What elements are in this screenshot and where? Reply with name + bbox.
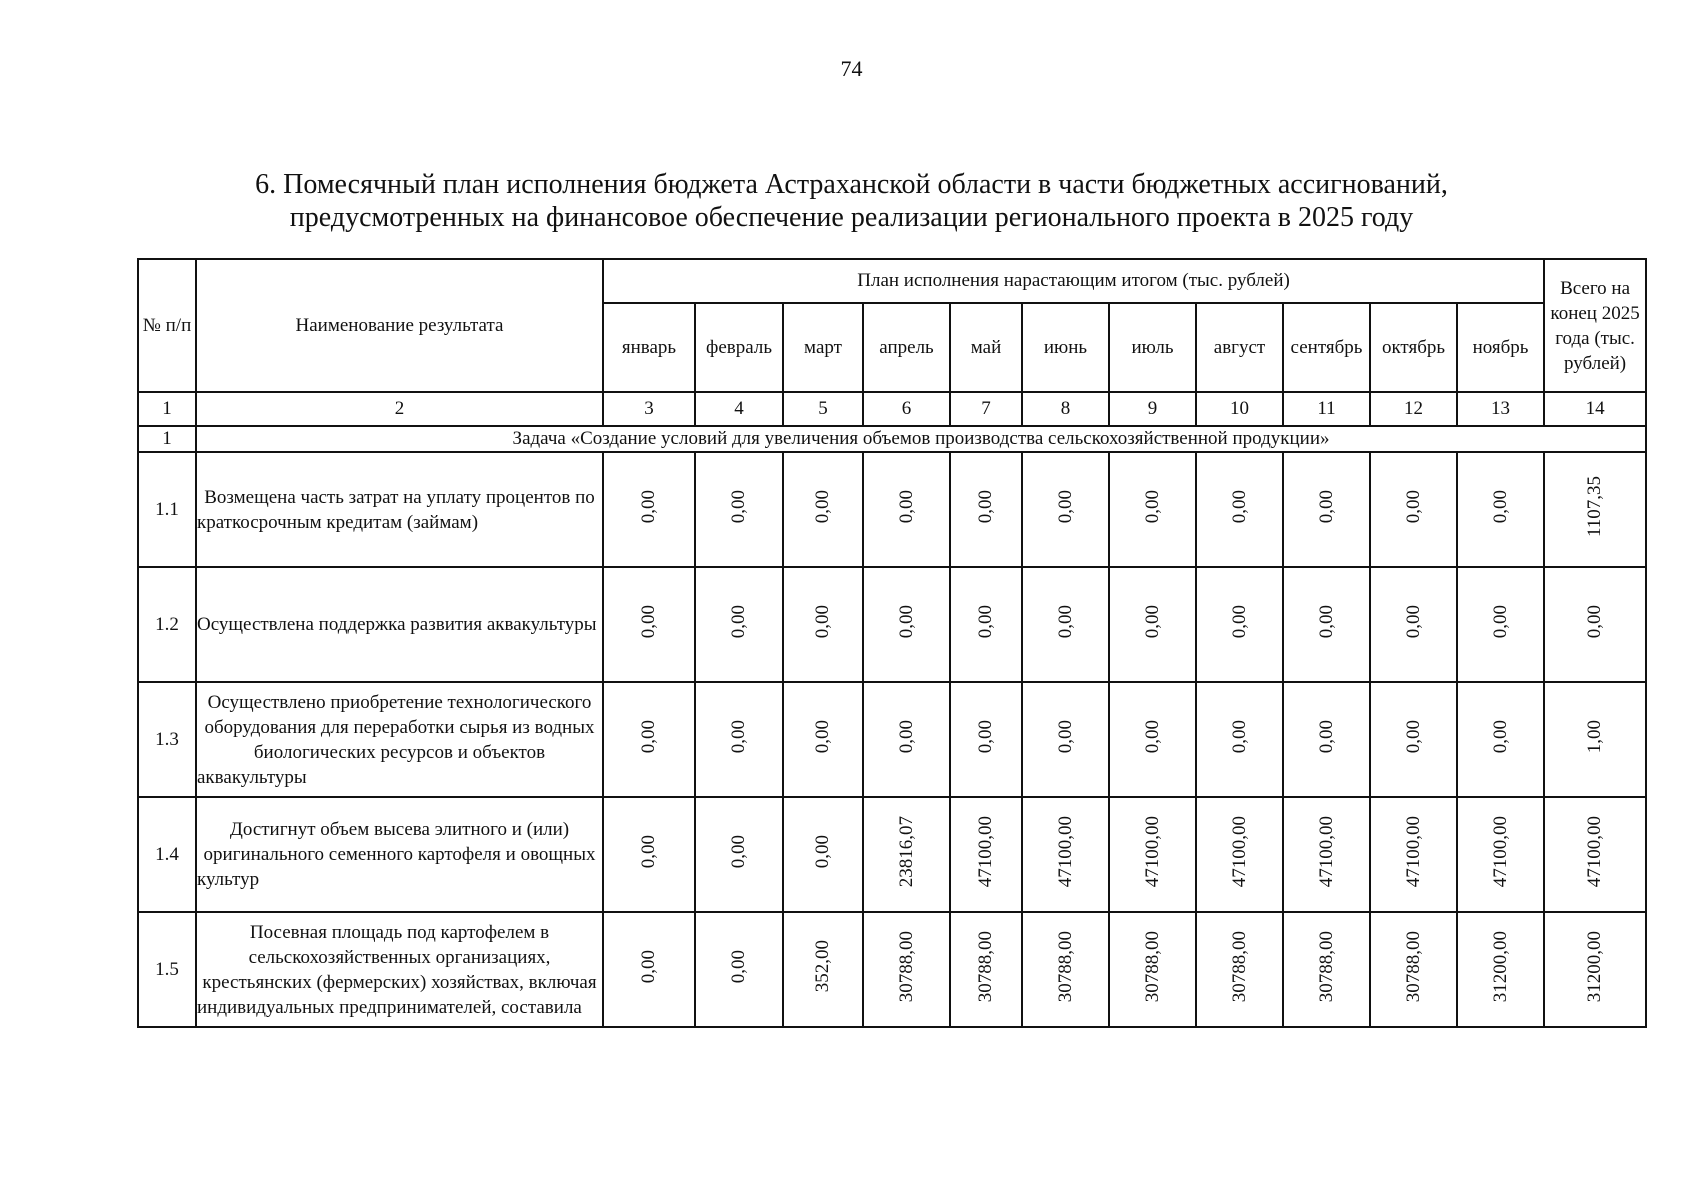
month-value-cell <box>1196 682 1283 797</box>
month-value-cell <box>1370 797 1457 912</box>
month-value: 0,00 <box>812 489 833 524</box>
total-value: 31200,00 <box>1584 930 1606 1003</box>
month-value-cell <box>695 797 783 912</box>
month-value: 0,00 <box>1228 604 1250 639</box>
month-value: 30788,00 <box>1228 930 1250 1003</box>
month-value: 47100,00 <box>1402 815 1424 888</box>
month-value: 23816,07 <box>895 815 917 888</box>
month-value: 30788,00 <box>975 930 996 1003</box>
header-row-top <box>138 259 1646 303</box>
row-result-name: Осуществлено приобретение технологического оборудования для переработки сырья из водных биологических ресурсов и объектов аквакультуры <box>196 682 603 797</box>
column-number: 9 <box>1109 392 1196 426</box>
month-value: 0,00 <box>975 604 996 639</box>
month-value-cell <box>1022 912 1109 1027</box>
month-value: 47100,00 <box>1315 815 1337 888</box>
month-value-cell <box>695 452 783 567</box>
budget-plan-table <box>137 258 1647 1028</box>
row-result-name: Посевная площадь под картофелем в сельскохозяйственных организациях, крестьянских (фермерских) хозяйствах, включая индивидуальных предпринимателей, составила <box>196 912 603 1027</box>
header-month: июль <box>1109 303 1196 392</box>
document-title-line-2: предусмотренных на финансовое обеспечение реализации регионального проекта в 2025 году <box>289 202 1414 233</box>
month-value: 0,00 <box>895 489 917 524</box>
column-number: 14 <box>1544 392 1646 426</box>
month-value: 0,00 <box>1489 719 1511 754</box>
month-value: 0,00 <box>812 604 833 639</box>
header-name: Наименование результата <box>196 259 603 392</box>
month-value: 0,00 <box>728 949 749 984</box>
month-value: 0,00 <box>1141 489 1163 524</box>
month-value: 0,00 <box>1402 604 1424 639</box>
month-value: 0,00 <box>1489 489 1511 524</box>
month-value-cell <box>695 912 783 1027</box>
header-month: июнь <box>1022 303 1109 392</box>
header-month: сентябрь <box>1283 303 1370 392</box>
header-month: ноябрь <box>1457 303 1544 392</box>
page-number: 74 <box>840 56 863 81</box>
month-value: 352,00 <box>812 940 833 993</box>
total-value-cell <box>1544 912 1646 1027</box>
month-value-cell <box>950 452 1022 567</box>
month-value-cell <box>1022 682 1109 797</box>
month-value: 0,00 <box>728 834 749 869</box>
total-value-cell <box>1544 452 1646 567</box>
month-value: 0,00 <box>1315 604 1337 639</box>
row-num: 1.2 <box>138 567 196 682</box>
month-value: 30788,00 <box>1141 930 1163 1003</box>
column-number: 3 <box>603 392 695 426</box>
month-value: 0,00 <box>638 604 659 639</box>
month-value-cell <box>783 682 863 797</box>
month-value: 0,00 <box>1054 719 1076 754</box>
row-num: 1.4 <box>138 797 196 912</box>
month-value-cell <box>603 567 695 682</box>
month-value: 0,00 <box>728 719 749 754</box>
month-value-cell <box>950 567 1022 682</box>
month-value-cell <box>863 567 950 682</box>
month-value-cell <box>1283 797 1370 912</box>
month-value: 0,00 <box>1402 719 1424 754</box>
month-value: 30788,00 <box>1315 930 1337 1003</box>
month-value-cell <box>1283 452 1370 567</box>
month-value-cell <box>1457 797 1544 912</box>
column-number: 8 <box>1022 392 1109 426</box>
month-value-cell <box>1109 452 1196 567</box>
month-value: 0,00 <box>812 834 833 869</box>
month-value-cell <box>1283 682 1370 797</box>
row-num: 1.3 <box>138 682 196 797</box>
month-value: 0,00 <box>1054 604 1076 639</box>
month-value-cell <box>1370 912 1457 1027</box>
month-value-cell <box>1109 567 1196 682</box>
month-value: 0,00 <box>1489 604 1511 639</box>
month-value-cell <box>1370 567 1457 682</box>
month-value: 0,00 <box>895 719 917 754</box>
row-num: 1.1 <box>138 452 196 567</box>
task-row <box>138 426 1646 452</box>
header-total: Всего на конец 2025 года (тыс. рублей) <box>1544 259 1646 392</box>
column-number: 2 <box>196 392 603 426</box>
month-value: 30788,00 <box>1402 930 1424 1003</box>
total-value: 47100,00 <box>1584 815 1606 888</box>
month-value-cell <box>1022 797 1109 912</box>
month-value-cell <box>1457 452 1544 567</box>
month-value: 0,00 <box>728 604 749 639</box>
month-value-cell <box>863 682 950 797</box>
month-value-cell <box>1109 797 1196 912</box>
total-value: 1107,35 <box>1584 475 1606 538</box>
table-row <box>138 452 1646 567</box>
month-value-cell <box>603 682 695 797</box>
column-number: 5 <box>783 392 863 426</box>
month-value: 0,00 <box>1315 719 1337 754</box>
month-value: 0,00 <box>1141 604 1163 639</box>
month-value: 47100,00 <box>975 815 996 888</box>
month-value: 0,00 <box>1402 489 1424 524</box>
month-value-cell <box>950 797 1022 912</box>
header-plan: План исполнения нарастающим итогом (тыс. рублей) <box>603 259 1544 303</box>
month-value: 0,00 <box>638 949 659 984</box>
column-number: 6 <box>863 392 950 426</box>
month-value-cell <box>1196 567 1283 682</box>
month-value: 0,00 <box>638 834 659 869</box>
column-number: 10 <box>1196 392 1283 426</box>
month-value-cell <box>695 682 783 797</box>
column-numbers-row <box>138 392 1646 426</box>
month-value-cell <box>1196 797 1283 912</box>
month-value: 47100,00 <box>1228 815 1250 888</box>
document-title-line-1: 6. Помесячный план исполнения бюджета Астраханской области в части бюджетных ассигнований, <box>255 169 1448 200</box>
month-value-cell <box>1022 452 1109 567</box>
month-value: 0,00 <box>728 489 749 524</box>
table-row <box>138 682 1646 797</box>
month-value-cell <box>1370 452 1457 567</box>
month-value-cell <box>950 682 1022 797</box>
row-num: 1.5 <box>138 912 196 1027</box>
total-value-cell <box>1544 797 1646 912</box>
column-number: 1 <box>138 392 196 426</box>
month-value-cell <box>783 452 863 567</box>
row-result-name: Осуществлена поддержка развития аквакультуры <box>196 567 603 682</box>
header-month: октябрь <box>1370 303 1457 392</box>
table-row <box>138 797 1646 912</box>
month-value: 0,00 <box>638 489 659 524</box>
month-value: 47100,00 <box>1141 815 1163 888</box>
total-value: 0,00 <box>1584 604 1606 639</box>
month-value-cell <box>1457 682 1544 797</box>
month-value-cell <box>695 567 783 682</box>
header-month: март <box>783 303 863 392</box>
month-value: 0,00 <box>975 489 996 524</box>
month-value: 0,00 <box>1228 719 1250 754</box>
month-value-cell <box>783 797 863 912</box>
month-value-cell <box>603 452 695 567</box>
task-num: 1 <box>138 426 196 452</box>
month-value: 31200,00 <box>1489 930 1511 1003</box>
month-value: 47100,00 <box>1054 815 1076 888</box>
month-value: 47100,00 <box>1489 815 1511 888</box>
month-value-cell <box>783 567 863 682</box>
column-number: 13 <box>1457 392 1544 426</box>
month-value: 0,00 <box>895 604 917 639</box>
month-value-cell <box>603 912 695 1027</box>
month-value-cell <box>1109 912 1196 1027</box>
table-row <box>138 567 1646 682</box>
month-value: 30788,00 <box>895 930 917 1003</box>
month-value: 0,00 <box>812 719 833 754</box>
month-value-cell <box>1457 912 1544 1027</box>
total-value-cell <box>1544 567 1646 682</box>
task-title: Задача «Создание условий для увеличения объемов производства сельскохозяйственной продукции» <box>196 426 1646 452</box>
month-value: 30788,00 <box>1054 930 1076 1003</box>
month-value-cell <box>1457 567 1544 682</box>
month-value-cell <box>1283 912 1370 1027</box>
month-value-cell <box>950 912 1022 1027</box>
column-number: 12 <box>1370 392 1457 426</box>
document-title <box>180 168 1523 234</box>
column-number: 11 <box>1283 392 1370 426</box>
month-value: 0,00 <box>1141 719 1163 754</box>
header-month: февраль <box>695 303 783 392</box>
month-value: 0,00 <box>1054 489 1076 524</box>
month-value-cell <box>863 912 950 1027</box>
row-result-name: Возмещена часть затрат на уплату процентов по краткосрочным кредитам (займам) <box>196 452 603 567</box>
month-value: 0,00 <box>975 719 996 754</box>
header-month: апрель <box>863 303 950 392</box>
month-value-cell <box>1283 567 1370 682</box>
month-value-cell <box>1196 452 1283 567</box>
total-value: 1,00 <box>1584 719 1606 754</box>
month-value-cell <box>1109 682 1196 797</box>
month-value-cell <box>863 797 950 912</box>
header-month: август <box>1196 303 1283 392</box>
month-value-cell <box>783 912 863 1027</box>
total-value-cell <box>1544 682 1646 797</box>
table-row <box>138 912 1646 1027</box>
column-number: 7 <box>950 392 1022 426</box>
month-value: 0,00 <box>1315 489 1337 524</box>
month-value-cell <box>1022 567 1109 682</box>
month-value-cell <box>863 452 950 567</box>
month-value-cell <box>1196 912 1283 1027</box>
month-value: 0,00 <box>1228 489 1250 524</box>
column-number: 4 <box>695 392 783 426</box>
header-month: май <box>950 303 1022 392</box>
row-result-name: Достигнут объем высева элитного и (или) оригинального семенного картофеля и овощных культур <box>196 797 603 912</box>
header-month: январь <box>603 303 695 392</box>
header-num: № п/п <box>138 259 196 392</box>
month-value-cell <box>603 797 695 912</box>
month-value: 0,00 <box>638 719 659 754</box>
month-value-cell <box>1370 682 1457 797</box>
